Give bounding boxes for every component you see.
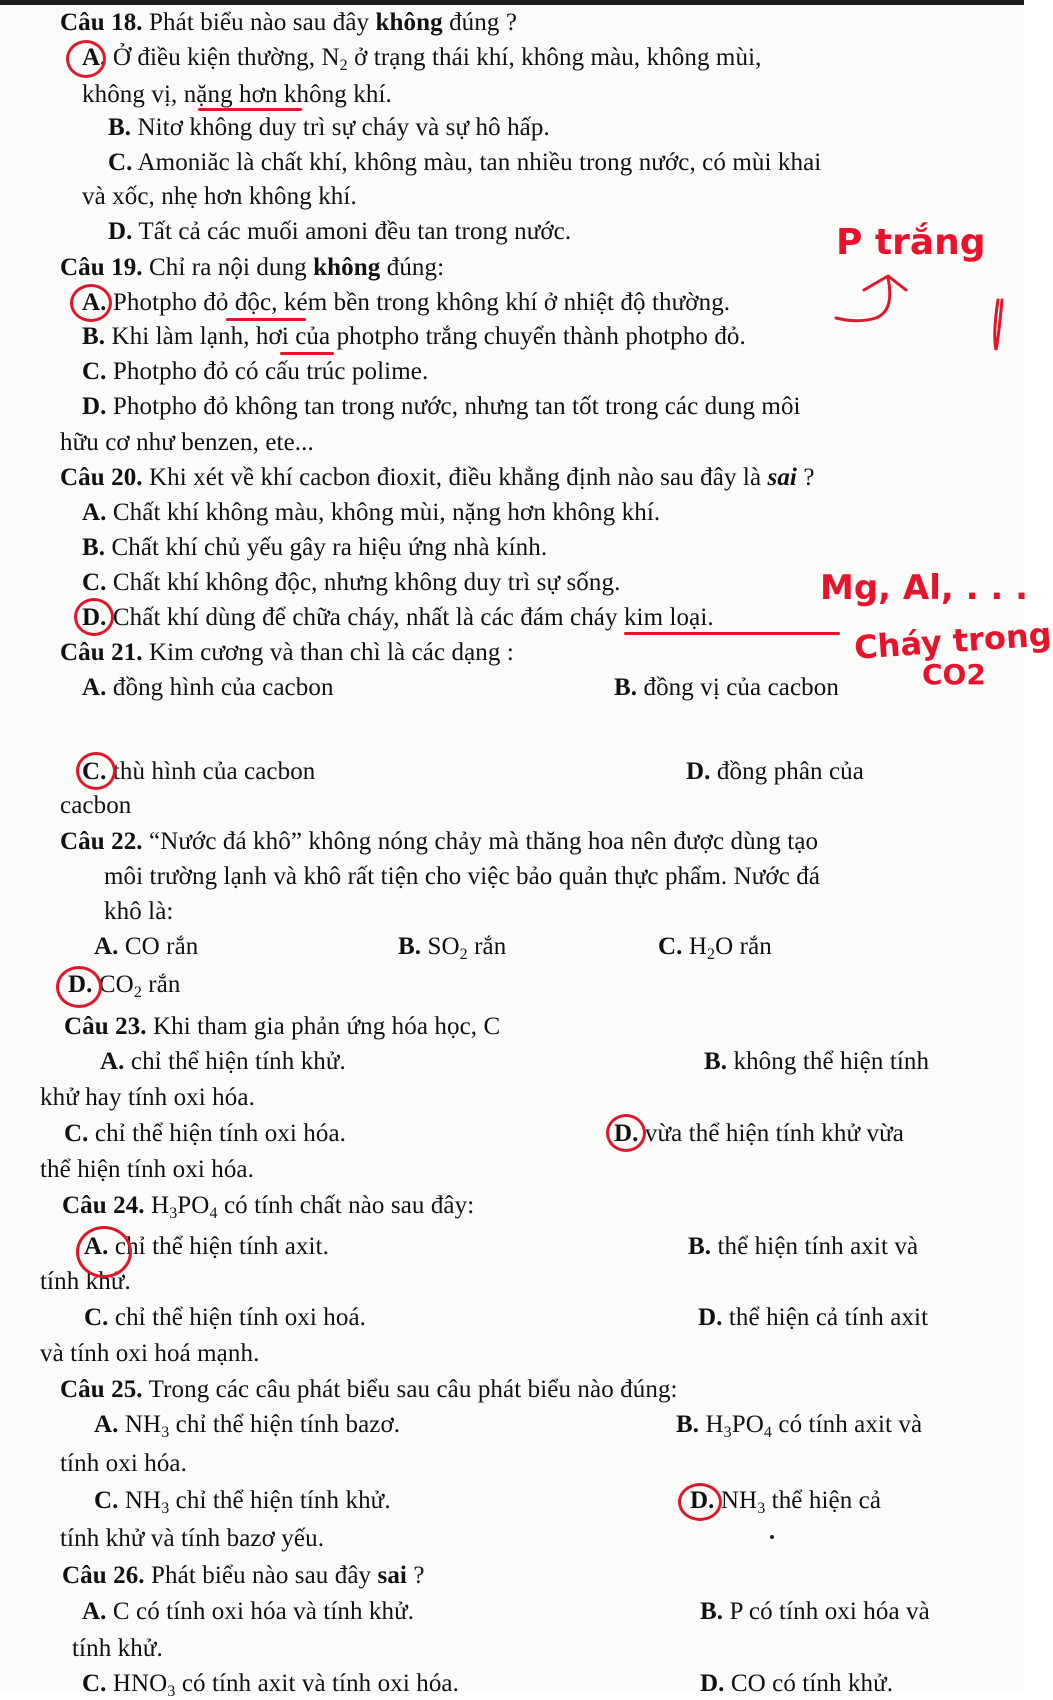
note-chay-trong: Cháy trong [852,615,1053,667]
q22-stem-line3: khô là: [104,898,174,925]
q21-option-b: B. đồng vị của cacbon [614,674,839,701]
q24-option-a: A. chỉ thể hiện tính axit. [84,1233,329,1260]
q25-stem: Câu 25. Trong các câu phát biểu sau câu phát biểu nào đúng: [60,1376,678,1403]
q20-option-c: C. Chất khí không độc, nhưng không duy trì sự sống. [82,569,621,596]
q18-option-a: A. Ở điều kiện thường, $N_2$ ở trạng thái khí, không màu, không mùi, [82,44,762,74]
q25-option-d: D. $NH_3$ thể hiện cả [690,1487,882,1517]
q23-option-b: B. không thể hiện tính [704,1048,930,1075]
q24-option-d-cont: và tính oxi hoá mạnh. [40,1340,260,1367]
q19-option-d-cont: hữu cơ như benzen, ete... [60,429,314,456]
q24-option-c: C. chỉ thể hiện tính oxi hoá. [84,1304,367,1331]
q21-option-a: A. đồng hình của cacbon [82,674,334,701]
q25-option-c: C. $NH_3$ chỉ thể hiện tính khử. [94,1487,391,1517]
q23-stem: Câu 23. Khi tham gia phản ứng hóa học, C [64,1013,501,1040]
q19-stem: Câu 19. Chỉ ra nội dung không đúng: [60,254,445,281]
q24-stem: Câu 24. $H_3PO_4$ có tính chất nào sau đây: [62,1192,475,1222]
q23-option-c: C. chỉ thể hiện tính oxi hóa. [64,1120,347,1147]
q25-option-b: B. $H_3PO_4$ có tính axit và [676,1411,923,1441]
q19-option-a: A. Photpho đỏ độc, kém bền trong không khí ở nhiệt độ thường. [82,289,731,316]
q26-option-d: D. CO có tính khử. [700,1670,894,1697]
q18-option-b: B. Nitơ không duy trì sự cháy và sự hô hấp. [108,114,550,141]
q26-option-c: C. $HNO_3$ có tính axit và tính oxi hóa. [82,1670,459,1700]
q20-option-a: A. Chất khí không màu, không mùi, nặng hơn không khí. [82,499,661,526]
note-co2: CO2 [922,658,986,691]
q23-option-b-cont: khử hay tính oxi hóa. [40,1084,255,1111]
q23-option-d: D. vừa thể hiện tính khử vừa [614,1120,904,1147]
q22-option-a: A. CO rắn [94,933,199,960]
q18-option-d: D. Tất cả các muối amoni đều tan trong nước. [108,218,572,245]
q18-option-c: C. Amoniăc là chất khí, không màu, tan nhiều trong nước, có mùi khai [108,149,822,176]
q25-option-a: A. $NH_3$ chỉ thể hiện tính bazơ. [94,1411,401,1441]
note-mg-al: Mg, Al, . . . [820,568,1029,608]
q21-option-d: D. đồng phân của [686,758,864,785]
q18-option-a-cont: không vị, nặng hơn không khí. [82,81,392,108]
q22-option-c: C. $H_2O$ rắn [658,933,772,963]
q26-stem: Câu 26. Phát biểu nào sau đây sai ? [62,1562,425,1589]
q23-option-d-cont: thể hiện tính oxi hóa. [40,1156,254,1183]
q24-option-b: B. thể hiện tính axit và [688,1233,919,1260]
q26-option-a: A. C có tính oxi hóa và tính khử. [82,1598,415,1625]
q21-option-d-cont: cacbon [60,792,132,819]
q19-option-d: D. Photpho đỏ không tan trong nước, nhưng tan tốt trong các dung môi [82,393,801,420]
q19-option-b: B. Khi làm lạnh, hơi của photpho trắng chuyển thành photpho đỏ. [82,323,746,350]
q21-option-c: C. thù hình của cacbon [82,758,316,785]
q26-option-b: B. P có tính oxi hóa và [700,1598,930,1625]
q24-option-b-cont: tính khử. [40,1268,131,1295]
q26-option-b-cont: tính khử. [72,1635,163,1662]
q21-stem: Câu 21. Kim cương và than chì là các dạng : [60,639,514,666]
q22-option-d: D. $CO_2$ rắn [68,971,181,1001]
q20-option-d: D. Chất khí dùng để chữa cháy, nhất là các đám cháy kim loại. [82,604,714,631]
q22-stem-line2: môi trường lạnh và khô rất tiện cho việc bảo quản thực phẩm. Nước đá [104,863,821,890]
q24-option-d: D. thể hiện cả tính axit [698,1304,929,1331]
note-p-trang: P trắng [836,222,986,263]
q22-option-b: B. $SO_2$ rắn [398,933,507,963]
q20-option-b: B. Chất khí chủ yếu gây ra hiệu ứng nhà kính. [82,534,548,561]
q22-stem-line1: Câu 22. “Nước đá khô” không nóng chảy mà thăng hoa nên được dùng tạo [60,828,819,855]
q18-option-c-cont: và xốc, nhẹ hơn không khí. [82,183,357,210]
q20-stem: Câu 20. Khi xét về khí cacbon đioxit, điều khẳng định nào sau đây là sai ? [60,464,815,491]
q25-option-b-cont: tính oxi hóa. [60,1450,187,1477]
q18-stem: Câu 18. Phát biểu nào sau đây không đúng ? [60,9,518,36]
q23-option-a: A. chỉ thể hiện tính khử. [100,1048,346,1075]
stray-dot [770,1535,774,1539]
q25-option-d-cont: tính khử và tính bazơ yếu. [60,1525,325,1552]
q19-option-c: C. Photpho đỏ có cấu trúc polime. [82,358,429,385]
